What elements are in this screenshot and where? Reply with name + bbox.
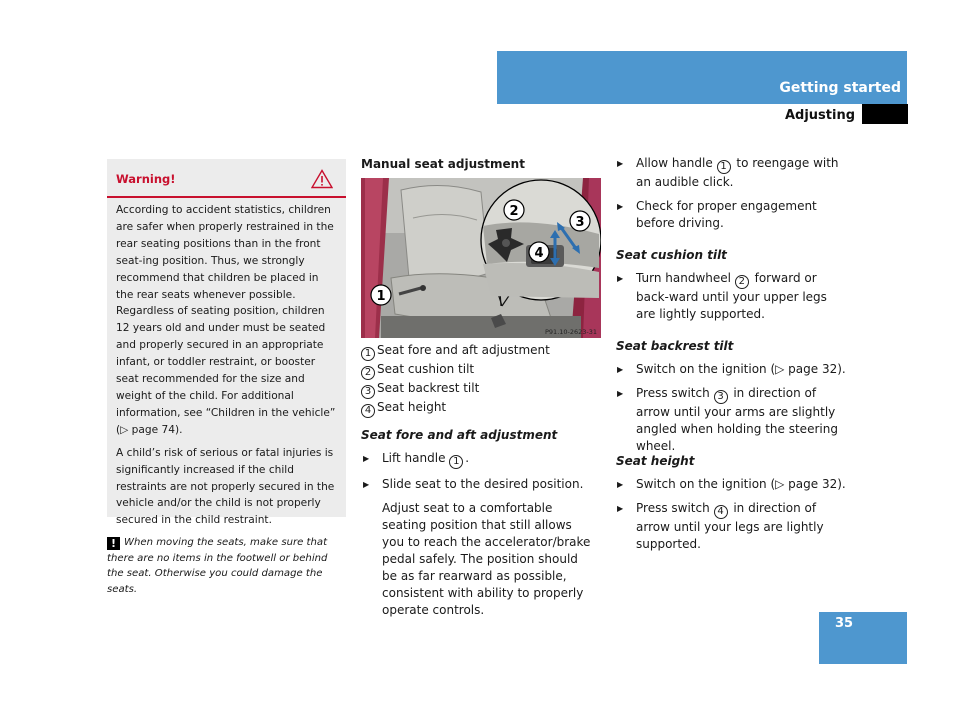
exclamation-icon: !	[107, 537, 120, 550]
fore-aft-heading: Seat fore and aft adjustment	[361, 428, 558, 442]
fore-aft-steps	[361, 450, 593, 626]
subsection-title: Adjusting	[784, 108, 855, 123]
step-item: ▶ Switch on the ignition (▷ page 32).	[615, 361, 847, 378]
warning-title: Warning!	[116, 172, 176, 186]
backrest-steps	[615, 361, 847, 462]
warning-paragraph: According to accident statistics, children are safer when properly restrained in the rear seating positions than in the front seat-ing position. Thus, we strongly recommend that children be placed in the rear seats whenever possible. Regardless of seating position, children 12 years old and under must be seated and properly secured in an appropriate infant, or toddler restraint, or booster seat recommended for the size and weight of the child. For additional information, see “Children in the vehicle” (▷ page 74).	[116, 204, 336, 436]
subsection-marker	[862, 104, 908, 124]
svg-text:1: 1	[376, 289, 386, 304]
warning-paragraph: A child’s risk of serious or fatal injuries is significantly increased if the child restraints are not properly secured in the vehicle and/or the child is not properly secured in the child restraint.	[116, 446, 335, 527]
seat-illustration	[361, 178, 601, 338]
legend-item: 3 Seat backrest tilt	[361, 380, 550, 399]
step-item: ▶ Check for proper engagement before driving.	[615, 198, 847, 232]
legend-item: 1 Seat fore and aft adjustment	[361, 342, 550, 361]
step-item: ▶ Lift handle 1 .	[361, 450, 593, 469]
warning-box	[107, 159, 346, 527]
seat-photo	[361, 178, 601, 338]
legend-item: 2 Seat cushion tilt	[361, 361, 550, 380]
svg-text:3: 3	[575, 215, 585, 230]
page-number: 35	[835, 616, 854, 631]
warning-triangle-icon	[311, 169, 333, 189]
backrest-tilt-heading: Seat backrest tilt	[616, 339, 734, 353]
seat-height-heading: Seat height	[616, 454, 695, 468]
engage-steps	[615, 155, 847, 239]
step-item: ▶ Press switch 4 in direction of arrow until your legs are lightly supported.	[615, 500, 847, 553]
height-steps	[615, 476, 847, 560]
image-code: P91.10-2623-31	[545, 328, 598, 336]
caution-note	[107, 535, 347, 597]
page-number-band	[819, 612, 907, 664]
step-detail: Adjust seat to a comfortable seating position that still allows you to reach the accelerator/brake pedal safely. The position should be as far rearward as possible, consistent with ability to properly operate controls.	[382, 501, 591, 617]
section-title: Getting started	[779, 80, 901, 96]
seat-legend	[361, 342, 550, 418]
warning-header	[107, 159, 346, 198]
step-item: ▶ Switch on the ignition (▷ page 32).	[615, 476, 847, 493]
header-band	[497, 51, 907, 104]
legend-item: 4 Seat height	[361, 399, 550, 418]
step-item: ▶ Turn handwheel 2 forward or back-ward until your upper legs are lightly supported.	[615, 270, 847, 323]
step-item: ▶ Allow handle 1 to reengage with an audible click.	[615, 155, 847, 191]
note-text: When moving the seats, make sure that there are no items in the footwell or behind the seat. Otherwise you could damage the seats.	[107, 537, 328, 595]
cushion-steps	[615, 270, 847, 330]
step-item: ▶ Press switch 3 in direction of arrow until your arms are slightly angled when holding the steering wheel.	[615, 385, 847, 455]
step-item: ▶ Slide seat to the desired position.	[361, 476, 593, 493]
svg-text:4: 4	[534, 246, 544, 261]
manual-adjustment-heading: Manual seat adjustment	[361, 157, 525, 171]
svg-text:2: 2	[509, 204, 519, 219]
cushion-tilt-heading: Seat cushion tilt	[616, 248, 727, 262]
